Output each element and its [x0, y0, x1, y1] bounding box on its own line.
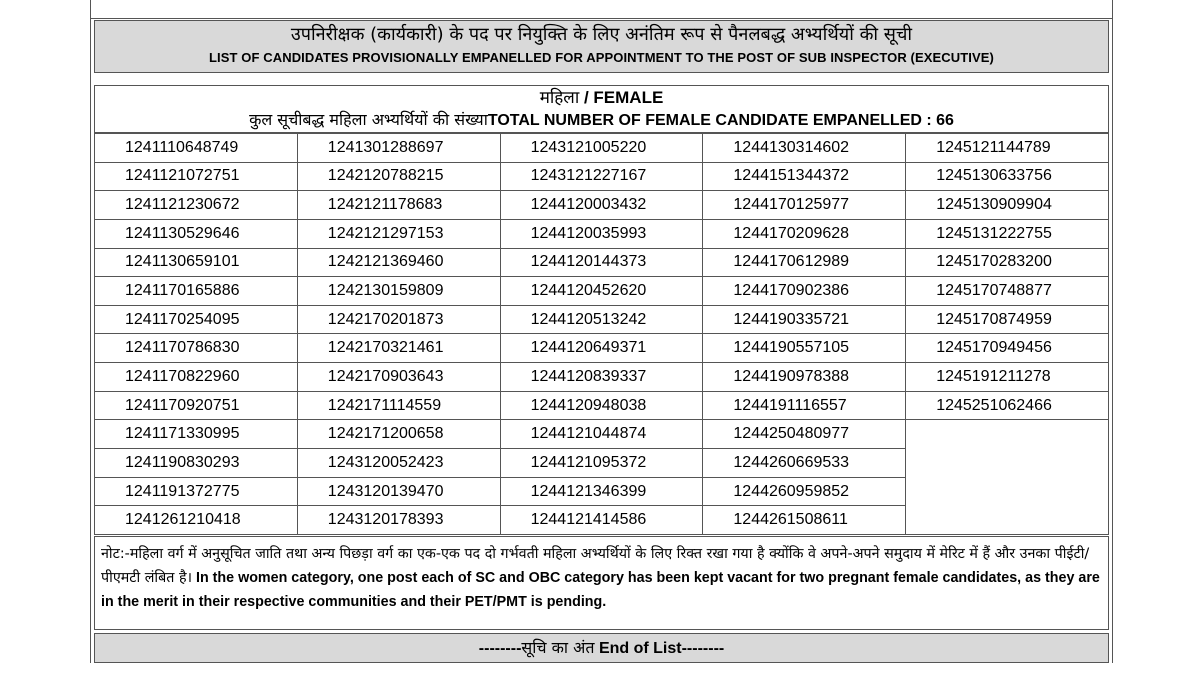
total-hindi: कुल सूचीबद्ध महिला अभ्यर्थियों की संख्या — [249, 110, 488, 129]
candidate-roll-number: 1244170612989 — [703, 248, 906, 277]
candidate-roll-number: 1244120948038 — [500, 391, 703, 420]
candidate-roll-number: 1241170920751 — [95, 391, 298, 420]
candidate-roll-number: 1241301288697 — [297, 134, 500, 163]
table-row — [95, 162, 1109, 191]
candidate-roll-number: 1244120144373 — [500, 248, 703, 277]
candidate-roll-number: 1242170321461 — [297, 334, 500, 363]
candidate-roll-number: 1243120178393 — [297, 506, 500, 535]
title-box — [94, 20, 1109, 73]
candidate-roll-number: 1243120052423 — [297, 449, 500, 478]
end-prefix: -------- — [478, 640, 522, 657]
candidate-roll-number: 1245170748877 — [906, 277, 1109, 306]
table-row — [95, 363, 1109, 392]
category-english: FEMALE — [593, 88, 664, 107]
note-text — [101, 542, 1102, 614]
candidate-roll-number: 1242121297153 — [297, 219, 500, 248]
candidate-roll-number: 1242171200658 — [297, 420, 500, 449]
candidate-roll-number: 1242121369460 — [297, 248, 500, 277]
table-row — [95, 449, 1109, 478]
title-english: LIST OF CANDIDATES PROVISIONALLY EMPANELLED FOR APPOINTMENT TO THE POST OF SUB INSPECTOR (EXECUTIVE) — [208, 50, 994, 65]
candidate-roll-number: 1245121144789 — [906, 134, 1109, 163]
candidate-roll-number: 1244191116557 — [703, 391, 906, 420]
candidate-roll-number: 1241191372775 — [95, 477, 298, 506]
table-row — [95, 305, 1109, 334]
candidate-roll-number: 1244260669533 — [703, 449, 906, 478]
title-hindi: उपनिरीक्षक (कार्यकारी) के पद पर नियुक्ति के लिए अनंतिम रूप से पैनलबद्ध अभ्यर्थियों की सूची — [290, 24, 913, 45]
candidate-roll-number: 1241170254095 — [95, 305, 298, 334]
table-row — [95, 134, 1109, 163]
candidate-roll-number: 1241190830293 — [95, 449, 298, 478]
candidate-roll-number: 1244120649371 — [500, 334, 703, 363]
candidate-roll-number: 1241130529646 — [95, 219, 298, 248]
total-english: TOTAL NUMBER OF FEMALE CANDIDATE EMPANELLED : 66 — [487, 112, 954, 129]
candidate-roll-number: 1243121227167 — [500, 162, 703, 191]
table-row — [95, 191, 1109, 220]
candidate-roll-number: 1242170903643 — [297, 363, 500, 392]
candidate-roll-number: 1245170949456 — [906, 334, 1109, 363]
candidate-roll-number: 1242121178683 — [297, 191, 500, 220]
candidate-roll-number: 1241110648749 — [95, 134, 298, 163]
candidate-roll-number: 1244261508611 — [703, 506, 906, 535]
total-count — [95, 109, 1108, 132]
table-row — [95, 248, 1109, 277]
note-hindi: नोट:-महिला वर्ग में अनुसूचित जाति तथा अन्य पिछड़ा वर्ग का एक-एक पद दो गर्भवती महिला अभ्यर्थियों के लिए रिक्त रखा गया है क्योंकि वे अपने-अपने समुदाय में मेरिट में हैं और उनका पीईटी/पीएमटी लंबित है। — [101, 546, 1090, 586]
candidate-roll-number: 1244130314602 — [703, 134, 906, 163]
candidate-roll-number: 1245170283200 — [906, 248, 1109, 277]
table-row — [95, 391, 1109, 420]
candidate-roll-number: 1245170874959 — [906, 305, 1109, 334]
candidate-roll-number: 1244170902386 — [703, 277, 906, 306]
note-box — [94, 536, 1109, 630]
end-english: End of List — [598, 640, 682, 657]
candidate-roll-number: 1245251062466 — [906, 391, 1109, 420]
table-row — [95, 506, 1109, 535]
candidate-roll-number: 1245130633756 — [906, 162, 1109, 191]
table-row — [95, 420, 1109, 449]
candidate-roll-number: 1243121005220 — [500, 134, 703, 163]
candidate-roll-number: 1242171114559 — [297, 391, 500, 420]
candidate-roll-number: 1244120839337 — [500, 363, 703, 392]
candidate-roll-number: 1244120513242 — [500, 305, 703, 334]
candidate-roll-number: 1244121095372 — [500, 449, 703, 478]
candidate-roll-number: 1241130659101 — [95, 248, 298, 277]
candidate-roll-number: 1244120452620 — [500, 277, 703, 306]
candidate-roll-number: 1245130909904 — [906, 191, 1109, 220]
empty-cell — [906, 420, 1109, 449]
candidate-roll-number: 1244190335721 — [703, 305, 906, 334]
candidate-roll-number: 1241121072751 — [95, 162, 298, 191]
empty-cell — [906, 449, 1109, 478]
candidate-roll-number: 1242120788215 — [297, 162, 500, 191]
candidate-roll-number: 1242170201873 — [297, 305, 500, 334]
candidate-roll-number: 1244120035993 — [500, 219, 703, 248]
category-hindi: महिला — [539, 88, 580, 108]
candidate-roll-number: 1244120003432 — [500, 191, 703, 220]
candidate-roll-number: 1241170786830 — [95, 334, 298, 363]
table-row — [95, 334, 1109, 363]
candidate-roll-number: 1244170125977 — [703, 191, 906, 220]
candidate-roll-number: 1242130159809 — [297, 277, 500, 306]
candidate-roll-number: 1244260959852 — [703, 477, 906, 506]
end-of-list-box — [94, 633, 1109, 663]
category-separator: / — [579, 88, 594, 107]
end-of-list — [95, 634, 1108, 663]
candidate-roll-number: 1244190557105 — [703, 334, 906, 363]
empty-cell — [906, 477, 1109, 506]
candidate-roll-number: 1241170165886 — [95, 277, 298, 306]
category-box — [94, 85, 1109, 133]
candidate-roll-number: 1244121346399 — [500, 477, 703, 506]
end-hindi: सूचि का अंत — [521, 638, 595, 657]
candidate-roll-number: 1244190978388 — [703, 363, 906, 392]
candidate-roll-number: 1244250480977 — [703, 420, 906, 449]
empty-cell — [906, 506, 1109, 535]
candidate-roll-number: 1241170822960 — [95, 363, 298, 392]
top-rule — [90, 18, 1113, 19]
candidate-roll-number: 1243120139470 — [297, 477, 500, 506]
end-suffix: -------- — [681, 640, 725, 657]
category-heading — [95, 87, 1108, 109]
candidate-roll-number: 1244170209628 — [703, 219, 906, 248]
candidate-roll-number: 1241121230672 — [95, 191, 298, 220]
candidate-roll-number: 1244151344372 — [703, 162, 906, 191]
table-row — [95, 219, 1109, 248]
candidate-roll-number: 1244121044874 — [500, 420, 703, 449]
table-row — [95, 277, 1109, 306]
candidate-roll-number: 1244121414586 — [500, 506, 703, 535]
candidate-roll-number: 1241171330995 — [95, 420, 298, 449]
note-english: In the women category, one post each of SC and OBC category has been kept vacant for two pregnant female candidates, as they are in the merit in their respective communities and their PET/PMT is pending. — [101, 570, 1100, 610]
candidate-roll-number: 1241261210418 — [95, 506, 298, 535]
candidate-roll-number: 1245131222755 — [906, 219, 1109, 248]
table-row — [95, 477, 1109, 506]
candidate-table — [94, 133, 1109, 535]
candidate-roll-number: 1245191211278 — [906, 363, 1109, 392]
